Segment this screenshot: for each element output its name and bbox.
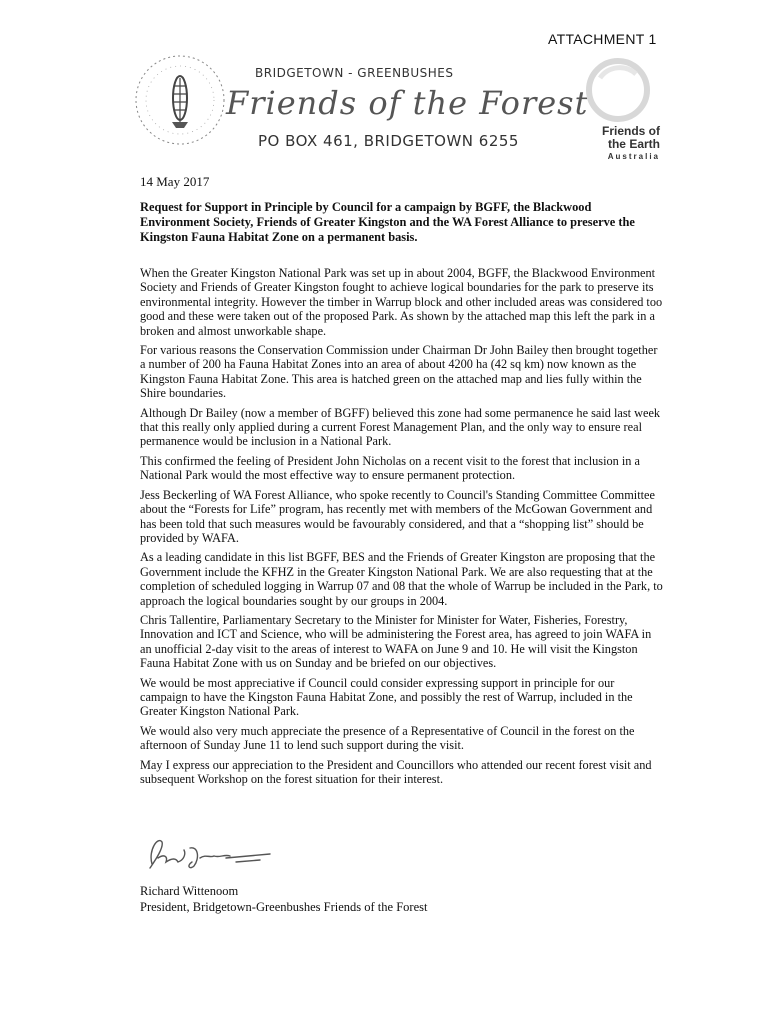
- body-paragraph: We would be most appreciative if Council could consider expressing support in principle for our campaign to have the Kingston Fauna Habitat Zone, and possibly the rest of Warrup, included in the Greater Kingston National Park.: [140, 675, 633, 719]
- signer-title: President, Bridgetown-Greenbushes Friends of the Forest: [140, 900, 428, 914]
- body-paragraph: May I express our appreciation to the President and Councillors who attended our recent forest visit and subsequent Workshop on the forest situation for their interest.: [140, 757, 652, 786]
- body-paragraph: As a leading candidate in this list BGFF, BES and the Friends of Greater Kingston are proposing that the Government include the KFHZ in the Greater Kingston National Park. We are also requesting that at the completion of scheduled logging in Warrup 07 and 08 that the whole of Warrup be included in the Park, to approach the logical boundaries sought by our groups in 2004.: [140, 550, 663, 608]
- body-paragraph: Chris Tallentire, Parliamentary Secretary to the Minister for Minister for Water, Fisheries, Forestry, Innovation and ICT and Science, who will be administering the Forest area, has agreed to join WAFA in an unofficial 2-day visit to the areas of interest to WAFA on June 9 and 10. He will visit the Kingston Fauna Habitat Zone with us on Sunday and be briefed on our objectives.: [140, 612, 652, 671]
- letter-body: [140, 266, 663, 791]
- body-paragraph: When the Greater Kingston National Park was set up in about 2004, BGFF, the Blackwood Environment Society and Friends of Greater Kingston fought to achieve logical boundaries for the park to preserve its environmental integrity. However the timber in Warrup block and other included areas was considered too good and these were taken out of the proposed Park. As shown by the attached map this left the park in a broken and almost unworkable shape.: [140, 266, 663, 338]
- friends-of-the-earth-wordmark: [584, 125, 660, 162]
- organisation-location: BRIDGETOWN - GREENBUSHES: [255, 66, 454, 80]
- friends-of-the-earth-logo: [586, 58, 650, 122]
- postal-address: PO BOX 461, BRIDGETOWN 6255: [258, 132, 519, 150]
- society-seal-logo: [132, 52, 228, 148]
- body-paragraph: We would also very much appreciate the presence of a Representative of Council in the forest on the afternoon of Sunday June 11 to lend such support during the visit.: [140, 723, 635, 753]
- body-paragraph: Jess Beckerling of WA Forest Alliance, who spoke recently to Council's Standing Committee Committee about the “Forests for Life” program, has recently met with members of the McGowan Government and has been told that such measures would be favourably considered, and that a “shopping list” should be provided by WAFA.: [140, 487, 655, 545]
- foe-line-2: the Earth: [607, 137, 660, 151]
- handwritten-signature: [140, 828, 280, 876]
- letter-subject: Request for Support in Principle by Council for a campaign by BGFF, the Blackwood Environment Society, Friends of Greater Kingston and the WA Forest Alliance to preserve the Kingston Fauna Habitat Zone on a permanent basis.: [140, 200, 635, 244]
- foe-line-1: Friends of: [601, 124, 660, 138]
- letter-date: 14 May 2017: [140, 174, 210, 189]
- body-paragraph: For various reasons the Conservation Commission under Chairman Dr John Bailey then brought together a number of 200 ha Fauna Habitat Zones into an area of about 4200 ha (42 sq km) now known as the Kingston Fauna Habitat Zone. This area is hatched green on the attached map and lies fully within the Shire boundaries.: [140, 343, 658, 401]
- organisation-name: Friends of the Forest: [226, 84, 589, 122]
- attachment-label: ATTACHMENT 1: [548, 31, 657, 47]
- body-paragraph: Although Dr Bailey (now a member of BGFF) believed this zone had some permanence he said last week that this really only applied during a current Forest Management Plan, and the only way to ensure real permanence would be inclusion in a National Park.: [140, 405, 661, 449]
- signer-name: Richard Wittenoom: [140, 884, 239, 898]
- foe-line-3: Australia: [607, 152, 660, 161]
- body-paragraph: This confirmed the feeling of President John Nicholas on a recent visit to the forest that inclusion in a National Park would the most effective way to ensure permanent protection.: [140, 453, 640, 483]
